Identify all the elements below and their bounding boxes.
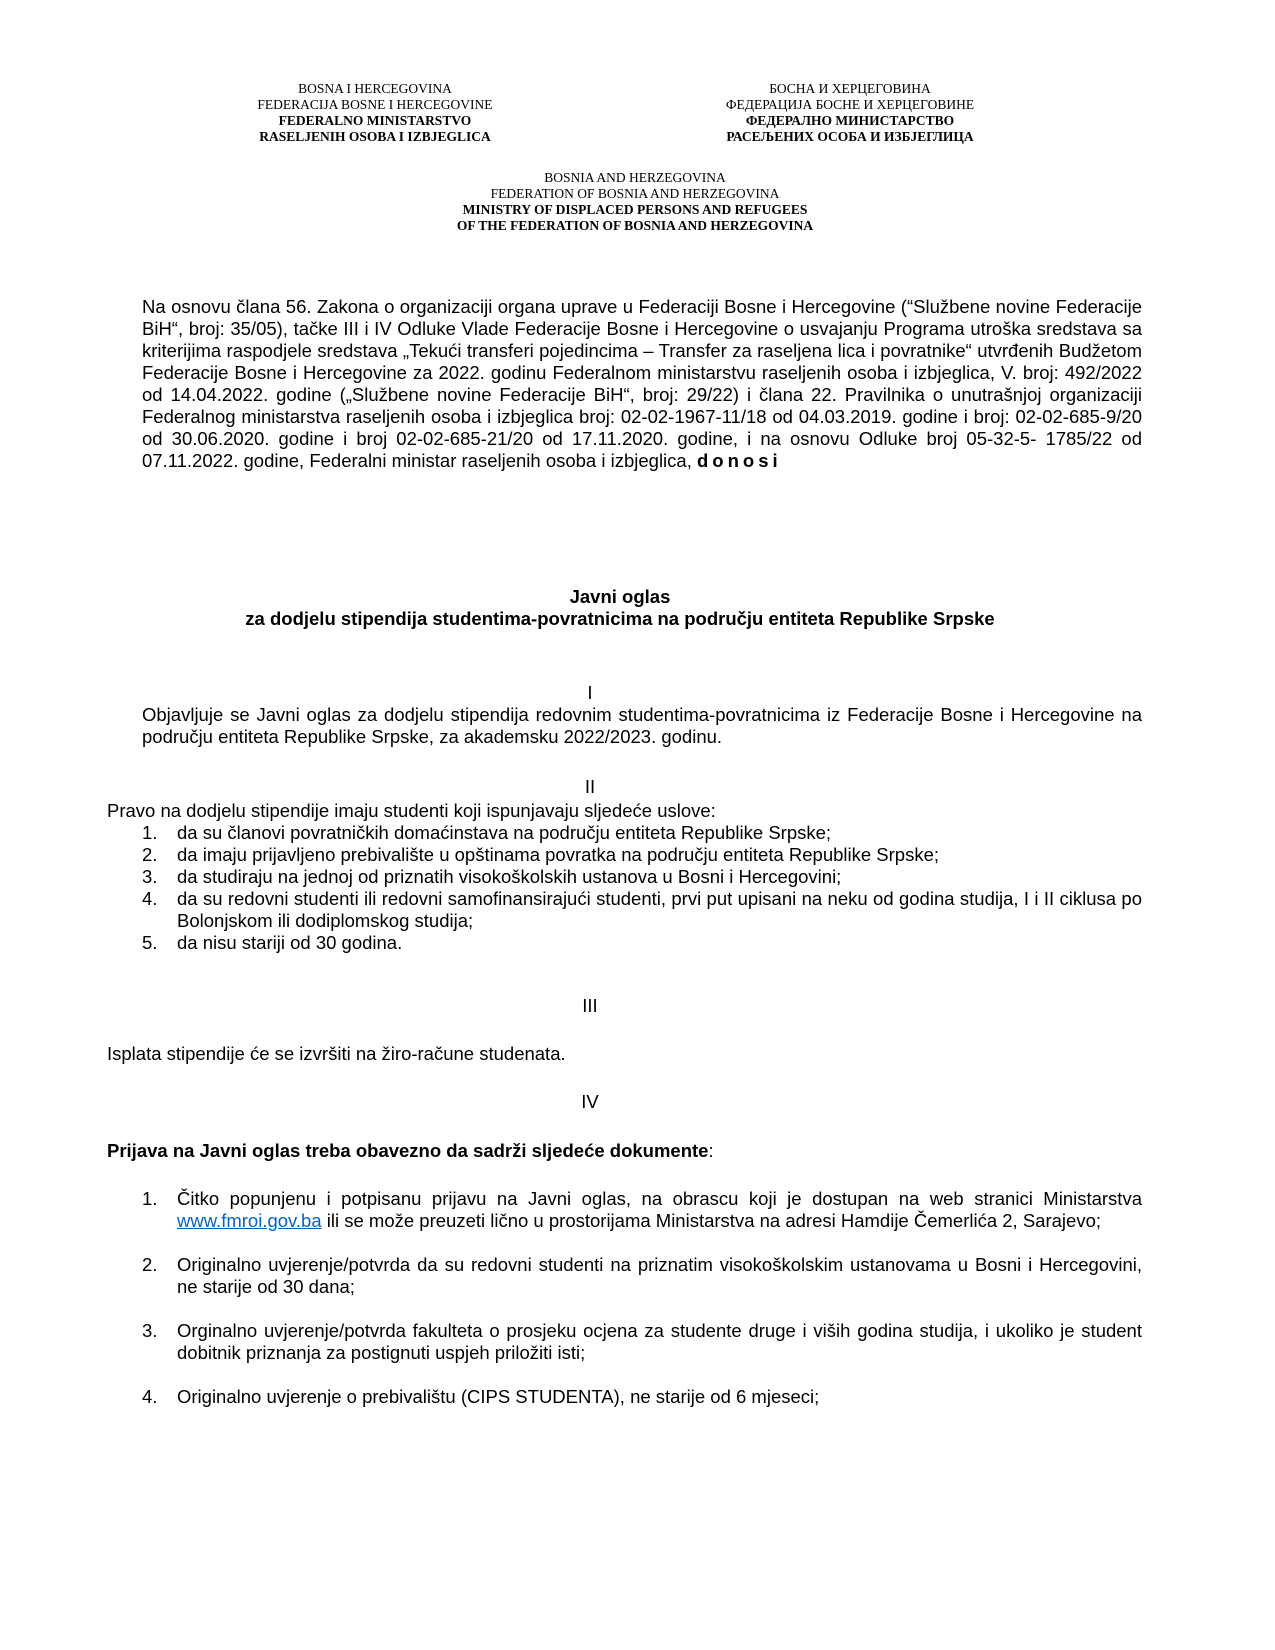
header-line: FEDERATION OF BOSNIA AND HERZEGOVINA bbox=[490, 186, 780, 201]
item-text: da su redovni studenti ili redovni samofinansirajući studenti, prvi put upisani na neku od godina studija, I i II ciklusa po Bolonjskom ili dodiplomskog studija; bbox=[177, 888, 1142, 931]
item-number: 2. bbox=[142, 844, 158, 865]
header-bosnian bbox=[205, 81, 545, 145]
section-numeral-iii: III bbox=[582, 995, 598, 1016]
section-numeral-ii: II bbox=[584, 776, 596, 797]
list-item bbox=[142, 1188, 1142, 1232]
item-number: 1. bbox=[142, 1188, 158, 1209]
header-line: BOSNIA AND HERZEGOVINA bbox=[544, 170, 726, 185]
item-number: 5. bbox=[142, 932, 158, 953]
header-line: БОСНА И ХЕРЦЕГОВИНА bbox=[769, 81, 931, 96]
documents-list bbox=[142, 1188, 1142, 1408]
header-line: FEDERALNO MINISTARSTVO bbox=[278, 113, 472, 128]
section-iv-intro bbox=[107, 1140, 1142, 1162]
item-number: 4. bbox=[142, 1386, 158, 1407]
header-cyrillic bbox=[690, 81, 1010, 145]
list-item bbox=[142, 1386, 1142, 1408]
header-line: RASELJENIH OSOBA I IZBJEGLICA bbox=[259, 129, 491, 144]
item-number: 3. bbox=[142, 866, 158, 887]
item-text: da su članovi povratničkih domaćinstava na području entiteta Republike Srpske; bbox=[177, 822, 832, 843]
preamble-text: Na osnovu člana 56. Zakona o organizaciji organa uprave u Federaciji Bosne i Hercegovine (“Službene novine Federacije BiH“, broj: 35/05), tačke III i IV Odluke Vlade Federacije Bosne i Hercegovine o usvajanju Programa utroška sredstava sa kriterijima raspodjele sredstava „Tekući transferi pojedincima – Transfer za raseljena lica i povratnike“ utvrđenih Budžetom Federacije Bosne i Hercegovine za 2022. godinu Federalnom ministarstvu raseljenih osoba i izbjeglica, V. broj: 492/2022 od 14.04.2022. godine („Službene novine Federacije BiH“, broj: 29/22) i člana 22. Pravilnika o unutrašnjoj organizaciji Federalnog ministarstva raseljenih osoba i izbjeglica broj: 02-02-1967-11/18 od 04.03.2019. godine i broj: 02-02-685-9/20 od 30.06.2020. godine i broj 02-02-685-21/20 od 17.11.2020. godine, i na osnovu Odluke broj 05-32-5- 1785/22 od 07.11.2022. godine, Federalni ministar raseljenih osoba i izbjeglica, bbox=[142, 296, 1142, 471]
title-line-2: za dodjelu stipendija studentima-povratnicima na području entiteta Republike Srpske bbox=[245, 608, 995, 629]
item-text: da studiraju na jednoj od priznatih visokoškolskih ustanova u Bosni i Hercegovini; bbox=[177, 866, 842, 887]
item-number: 2. bbox=[142, 1254, 158, 1275]
list-item bbox=[142, 844, 1142, 866]
header-english bbox=[420, 170, 850, 234]
section-iv-intro-bold: Prijava na Javni oglas treba obavezno da sadrži sljedeće dokumente bbox=[107, 1140, 709, 1161]
item-text: Originalno uvjerenje o prebivalištu (CIPS STUDENTA), ne starije od 6 mjeseci; bbox=[177, 1386, 820, 1407]
header-line: MINISTRY OF DISPLACED PERSONS AND REFUGEES bbox=[462, 202, 808, 217]
header-line: ФЕДЕРАЛНО МИНИСТАРСТВО bbox=[745, 113, 955, 128]
header-line: FEDERACIJA BOSNE I HERCEGOVINE bbox=[257, 97, 493, 112]
header-line: BOSNA I HERCEGOVINA bbox=[298, 81, 452, 96]
ministry-website-link[interactable]: www.fmroi.gov.ba bbox=[177, 1210, 322, 1231]
item-text: Orginalno uvjerenje/potvrda fakulteta o prosjeku ocjena za studente druge i viših godina studija, i ukoliko je student dobitnik priznanja za postignuti uspjeh priložiti isti; bbox=[177, 1320, 1142, 1363]
conditions-list bbox=[142, 822, 1142, 954]
list-item bbox=[142, 888, 1142, 932]
item-number: 1. bbox=[142, 822, 158, 843]
list-item bbox=[142, 1254, 1142, 1298]
decision-word: donosi bbox=[697, 450, 782, 471]
section-i-text: Objavljuje se Javni oglas za dodjelu stipendija redovnim studentima-povratnicima iz Federacije Bosne i Hercegovine na području entiteta Republike Srpske, za akademsku 2022/2023. godinu. bbox=[142, 704, 1142, 747]
header-line: OF THE FEDERATION OF BOSNIA AND HERZEGOVINA bbox=[456, 218, 814, 233]
section-iii-text: Isplata stipendije će se izvršiti na žiro-račune studenata. bbox=[107, 1043, 566, 1064]
section-numeral-iv: IV bbox=[581, 1091, 599, 1112]
document-title bbox=[120, 586, 1120, 630]
list-item bbox=[142, 932, 1142, 954]
section-numeral-i: I bbox=[587, 682, 593, 703]
item-text: da imaju prijavljeno prebivalište u opštinama povratka na području entiteta Republike Srpske; bbox=[177, 844, 940, 865]
item-number: 4. bbox=[142, 888, 158, 909]
header-line: ФЕДЕРАЦИЈА БОСНЕ И ХЕРЦЕГОВИНЕ bbox=[725, 97, 975, 112]
title-line-1: Javni oglas bbox=[569, 586, 671, 607]
item-text: Originalno uvjerenje/potvrda da su redovni studenti na priznatim visokoškolskim ustanovama u Bosni i Hercegovini, ne starije od 30 dana; bbox=[177, 1254, 1142, 1297]
section-ii-intro: Pravo na dodjelu stipendije imaju studenti koji ispunjavaju sljedeće uslove: bbox=[107, 800, 716, 821]
item-text-after-link: ili se može preuzeti lično u prostorijama Ministarstva na adresi Hamdije Čemerlića 2, Sarajevo; bbox=[321, 1210, 1101, 1231]
item-number: 3. bbox=[142, 1320, 158, 1341]
section-iv-intro-tail: : bbox=[708, 1140, 714, 1161]
list-item bbox=[142, 1320, 1142, 1364]
item-text-before-link: Čitko popunjenu i potpisanu prijavu na Javni oglas, na obrascu koji je dostupan na web stranici Ministarstva bbox=[177, 1188, 1142, 1209]
preamble-paragraph bbox=[142, 296, 1142, 472]
header-line: РАСЕЉЕНИХ ОСОБА И ИЗБЈЕГЛИЦА bbox=[726, 129, 974, 144]
list-item bbox=[142, 822, 1142, 844]
list-item bbox=[142, 866, 1142, 888]
item-text: da nisu stariji od 30 godina. bbox=[177, 932, 403, 953]
